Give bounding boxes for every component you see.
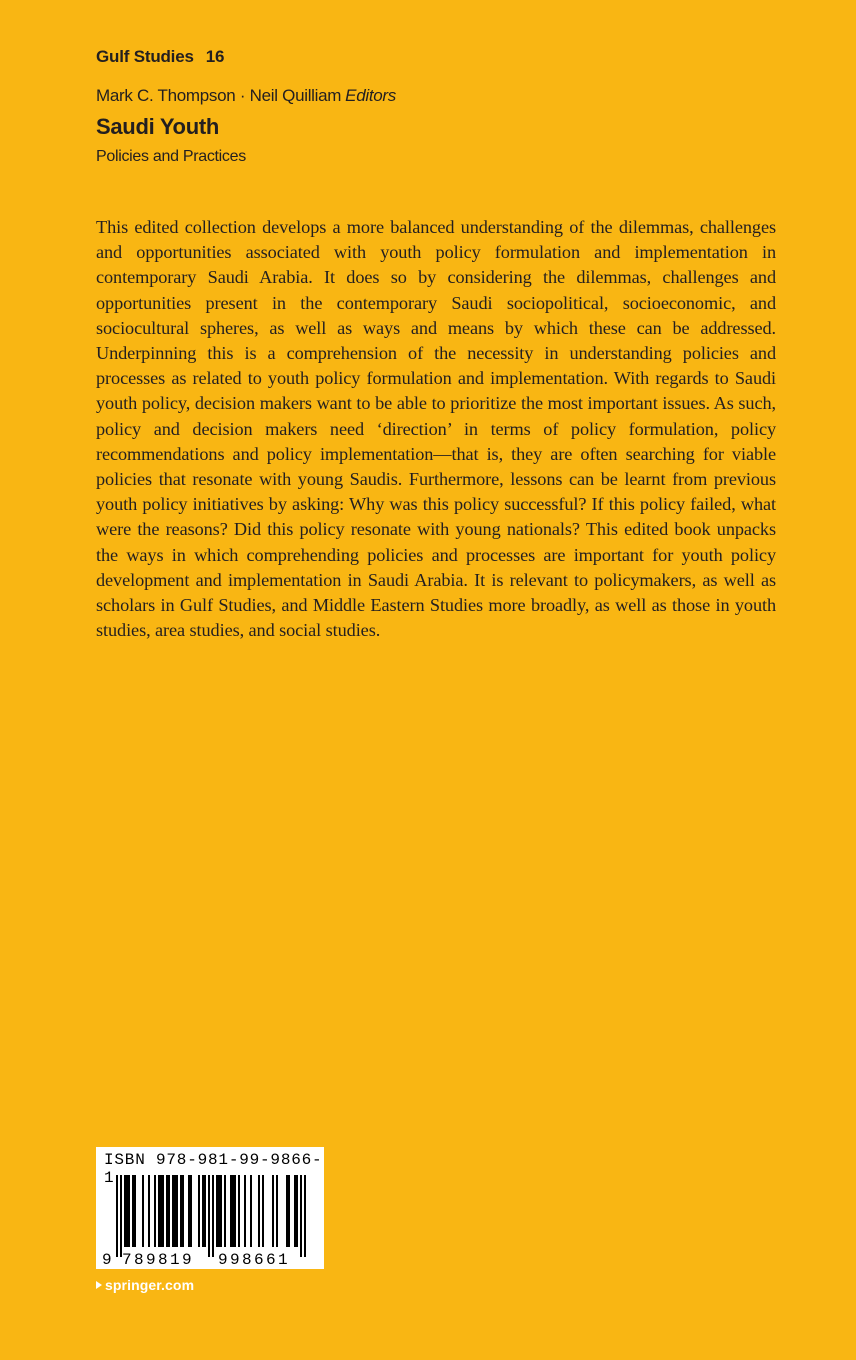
barcode-bar	[294, 1175, 296, 1247]
barcode-bar	[188, 1175, 190, 1247]
barcode-bar	[300, 1175, 302, 1257]
isbn-number: ISBN 978-981-99-9866-1	[104, 1151, 323, 1187]
barcode-bar	[132, 1175, 134, 1247]
barcode-bar	[126, 1175, 128, 1247]
barcode-bar	[198, 1175, 200, 1247]
publisher-url: springer.com	[105, 1277, 195, 1293]
barcode-bar	[304, 1175, 306, 1257]
barcode-digit-lead: 9	[102, 1251, 112, 1269]
barcode-bar	[134, 1175, 136, 1247]
barcode-bar	[176, 1175, 178, 1247]
barcode-bar	[116, 1175, 118, 1257]
barcode-bar	[276, 1175, 278, 1247]
barcode	[96, 1173, 324, 1269]
barcode-bar	[238, 1175, 240, 1247]
barcode-bar	[216, 1175, 218, 1247]
barcode-bar	[286, 1175, 288, 1247]
barcode-bar	[124, 1175, 126, 1247]
barcode-bar	[128, 1175, 130, 1247]
barcode-bar	[162, 1175, 164, 1247]
editor-names: Mark C. Thompson · Neil Quilliam	[96, 86, 342, 105]
barcode-bar	[218, 1175, 220, 1247]
barcode-bar	[220, 1175, 222, 1247]
isbn-barcode-block	[96, 1147, 324, 1269]
triangle-right-icon	[96, 1281, 102, 1289]
barcode-bar	[262, 1175, 264, 1247]
book-description: This edited collection develops a more balanced understanding of the dilemmas, challenges and opportunities associated with youth policy formulation and implementation in contemporary Saudi Arabia. It does so by considering the dilemmas, challenges and opportunities present in the contemporary Saudi sociopolitical, socioeconomic, and sociocultural spheres, as well as ways and means by which these can be addressed. Underpinning this is a comprehension of the necessity in understanding policies and processes as related to youth policy formulation and implementation. With regards to Saudi youth policy, decision makers want to be able to prioritize the most important issues. As such, policy and decision makers need ‘direction’ in terms of policy formulation, policy recommendations and policy implementation—that is, they are often searching for viable policies that resonate with young Saudis. Furthermore, lessons can be learnt from previous youth policy initiatives by asking: Why was this policy successful? If this policy failed, what were the reasons? Did this policy resonate with young nationals? This edited book unpacks the ways in which comprehending policies and processes are important for youth policy development and implementation in Saudi Arabia. It is relevant to policymakers, as well as scholars in Gulf Studies, and Middle Eastern Studies more broadly, as well as those in youth studies, area studies, and social studies.	[96, 217, 776, 641]
barcode-bar	[230, 1175, 232, 1247]
barcode-digits-left: 789819	[122, 1251, 195, 1269]
barcode-bar	[232, 1175, 234, 1247]
barcode-bar	[258, 1175, 260, 1247]
series-volume: 16	[205, 47, 225, 66]
barcode-digits-right: 998661	[218, 1251, 291, 1269]
barcode-bar	[158, 1175, 160, 1247]
book-subtitle: Policies and Practices	[96, 148, 246, 165]
barcode-bar	[244, 1175, 246, 1247]
book-title: Saudi Youth	[96, 114, 219, 139]
editors-line	[96, 86, 396, 106]
barcode-bar	[224, 1175, 226, 1247]
barcode-bar	[172, 1175, 174, 1247]
barcode-bar	[148, 1175, 150, 1247]
barcode-bar	[180, 1175, 182, 1247]
barcode-bar	[208, 1175, 210, 1257]
barcode-bar	[142, 1175, 144, 1247]
barcode-bar	[234, 1175, 236, 1247]
barcode-bar	[190, 1175, 192, 1247]
barcode-bar	[250, 1175, 252, 1247]
barcode-bar	[154, 1175, 156, 1247]
barcode-bar	[204, 1175, 206, 1247]
barcode-bar	[174, 1175, 176, 1247]
barcode-bar	[296, 1175, 298, 1247]
barcode-bar	[168, 1175, 170, 1247]
barcode-bar	[120, 1175, 122, 1257]
barcode-bar	[288, 1175, 290, 1247]
series-name: Gulf Studies	[96, 47, 194, 66]
barcode-bar	[212, 1175, 214, 1257]
barcode-bar	[160, 1175, 162, 1247]
barcode-bar	[166, 1175, 168, 1247]
barcode-bar	[272, 1175, 274, 1247]
editors-role: Editors	[345, 86, 396, 105]
series-line	[96, 47, 224, 67]
barcode-bar	[202, 1175, 204, 1247]
publisher-link[interactable]	[96, 1277, 194, 1293]
barcode-bar	[182, 1175, 184, 1247]
